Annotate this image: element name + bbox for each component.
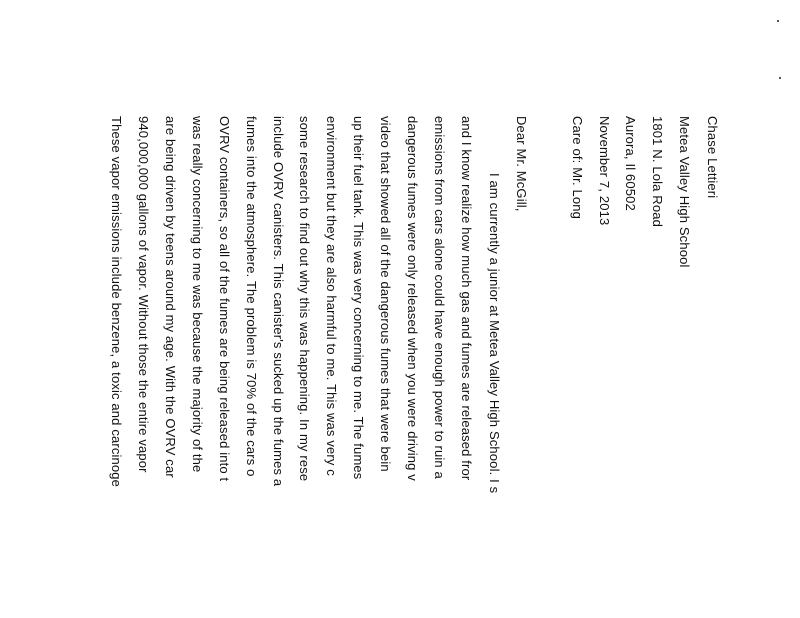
- scan-speck: [777, 20, 779, 22]
- body-line: video that showed all of the dangerous fumes that were bein: [378, 116, 393, 472]
- body-line: up their fuel tank. This was very concerning to me. The fumes: [351, 116, 366, 480]
- letter-date: November 7, 2013: [597, 116, 612, 226]
- sender-street: 1801 N. Lola Road: [650, 116, 665, 227]
- body-line: dangerous fumes were only released when you were driving v: [405, 116, 420, 481]
- body-line: emissions from cars alone could have enough power to ruin a: [432, 116, 447, 479]
- care-of-line: Care of: Mr. Long: [570, 116, 585, 219]
- body-line: These vapor emissions include benzene, a toxic and carcinoge: [109, 116, 124, 488]
- body-line: OVRV containers, so all of the fumes are being released into t: [217, 116, 232, 482]
- body-line: include OVRV canisters. This canister's sucked up the fumes a: [271, 116, 286, 487]
- sender-name: Chase Lettieri: [705, 116, 720, 199]
- body-line: I am currently a junior at Metea Valley High School. I s: [487, 173, 502, 494]
- body-line: 940,000,000 gallons of vapor. Without those the entire vapor: [136, 116, 151, 473]
- sender-city: Aurora, Il 60502: [623, 116, 638, 211]
- body-line: was really concerning to me was because the majority of the: [190, 116, 205, 473]
- body-line: some research to find out why this was happening. In my rese: [297, 116, 312, 482]
- body-line: environment but they are also harmful to me. This was very c: [324, 116, 339, 476]
- body-line: fumes into the atmosphere. The problem is 70% of the cars o: [244, 116, 259, 477]
- sender-school: Metea Valley High School: [677, 116, 692, 268]
- salutation: Dear Mr. McGill,: [514, 116, 529, 212]
- body-line: are being driven by teens around my age. With the OVRV car: [163, 116, 178, 478]
- scan-speck: [779, 77, 781, 79]
- body-line: and I know realize how much gas and fumes are released fror: [459, 116, 474, 481]
